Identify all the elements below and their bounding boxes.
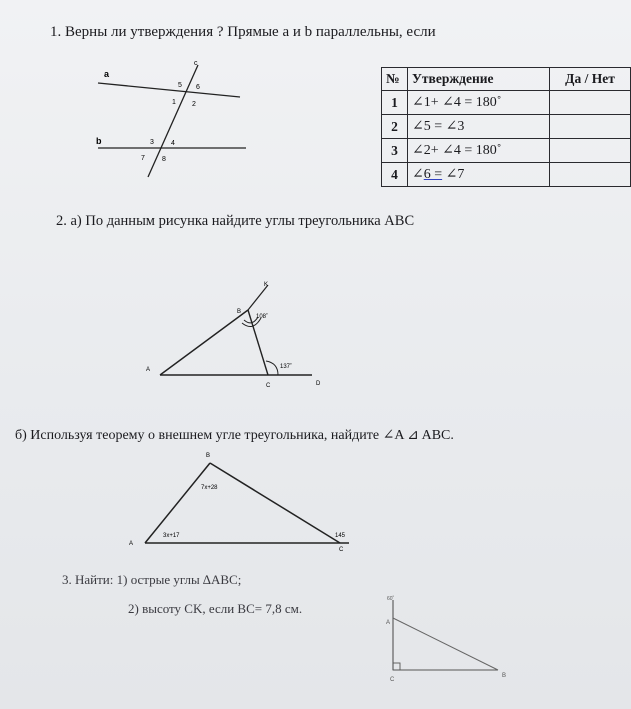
row-answer-cell[interactable] xyxy=(550,115,631,139)
header-statement: Утверждение xyxy=(408,68,550,91)
task2b-figure xyxy=(125,445,365,560)
label-A: A xyxy=(386,620,391,626)
angle-7: 7 xyxy=(141,155,145,162)
task1-title: 1. Верны ли утверждения ? Прямые a и b параллельны, если xyxy=(50,24,436,40)
angle-5: 5 xyxy=(178,82,182,89)
label-D: D xyxy=(316,381,321,387)
label-A: A xyxy=(146,367,151,373)
table-header-row xyxy=(382,68,631,91)
task2a-figure xyxy=(140,275,340,395)
statement-underlined: 6 = xyxy=(423,167,443,182)
task3-figure xyxy=(380,590,520,690)
angle-1: 1 xyxy=(172,99,176,106)
angle-4: 4 xyxy=(171,140,175,147)
row-statement xyxy=(408,163,550,187)
row-answer-cell[interactable] xyxy=(550,91,631,115)
angle-c-value: 145 xyxy=(335,533,346,539)
header-number: № xyxy=(382,68,408,91)
angle-a-expr: 3x+17 xyxy=(163,533,180,539)
statement-prefix: ∠ xyxy=(412,167,424,182)
angle-8: 8 xyxy=(162,156,166,163)
label-B: B xyxy=(206,453,211,459)
statement-suffix: ∠7 xyxy=(442,167,465,182)
row-number: 1 xyxy=(382,91,408,115)
row-statement: ∠5 = ∠3 xyxy=(408,115,550,139)
row-number: 3 xyxy=(382,139,408,163)
label-K: K xyxy=(264,282,269,288)
angle-b-expr: 7x+28 xyxy=(201,485,218,491)
line-a xyxy=(98,83,240,97)
row-number: 4 xyxy=(382,163,408,187)
angle-108: 108˚ xyxy=(256,314,269,320)
label-C: C xyxy=(266,383,271,389)
angle-3: 3 xyxy=(150,139,154,146)
table-row xyxy=(382,139,631,163)
angle-2: 2 xyxy=(192,101,196,108)
label-b: b xyxy=(96,136,102,146)
header-yes-no: Да / Нет xyxy=(550,68,631,91)
task3-line1: 3. Найти: 1) острые углы ∆ABC; xyxy=(62,572,242,587)
angle-6: 6 xyxy=(196,84,200,91)
task1-figure xyxy=(90,55,260,185)
label-angle: 60˚ xyxy=(387,596,395,602)
table-row xyxy=(382,91,631,115)
task2b-title: б) Используя теорему о внешнем угле треугольника, найдите ∠A ⊿ ABC. xyxy=(15,428,454,443)
table-row xyxy=(382,163,631,187)
label-B: B xyxy=(237,309,242,315)
line-c xyxy=(148,65,198,177)
statements-table xyxy=(381,67,631,187)
angle-137: 137˚ xyxy=(280,364,293,370)
label-A: A xyxy=(129,541,134,547)
row-answer-cell[interactable] xyxy=(550,163,631,187)
label-a: a xyxy=(104,69,110,79)
label-C: C xyxy=(339,547,344,553)
task3-line2: 2) высоту CK, если BC= 7,8 см. xyxy=(128,601,303,616)
row-number: 2 xyxy=(382,115,408,139)
label-C: C xyxy=(390,677,395,683)
label-B: B xyxy=(502,673,507,679)
table-row xyxy=(382,115,631,139)
task2a-title: 2. а) По данным рисунка найдите углы треугольника ABC xyxy=(56,213,415,229)
label-c: c xyxy=(194,60,198,67)
row-statement: ∠2+ ∠4 = 180˚ xyxy=(408,139,550,163)
row-statement: ∠1+ ∠4 = 180˚ xyxy=(408,91,550,115)
row-answer-cell[interactable] xyxy=(550,139,631,163)
